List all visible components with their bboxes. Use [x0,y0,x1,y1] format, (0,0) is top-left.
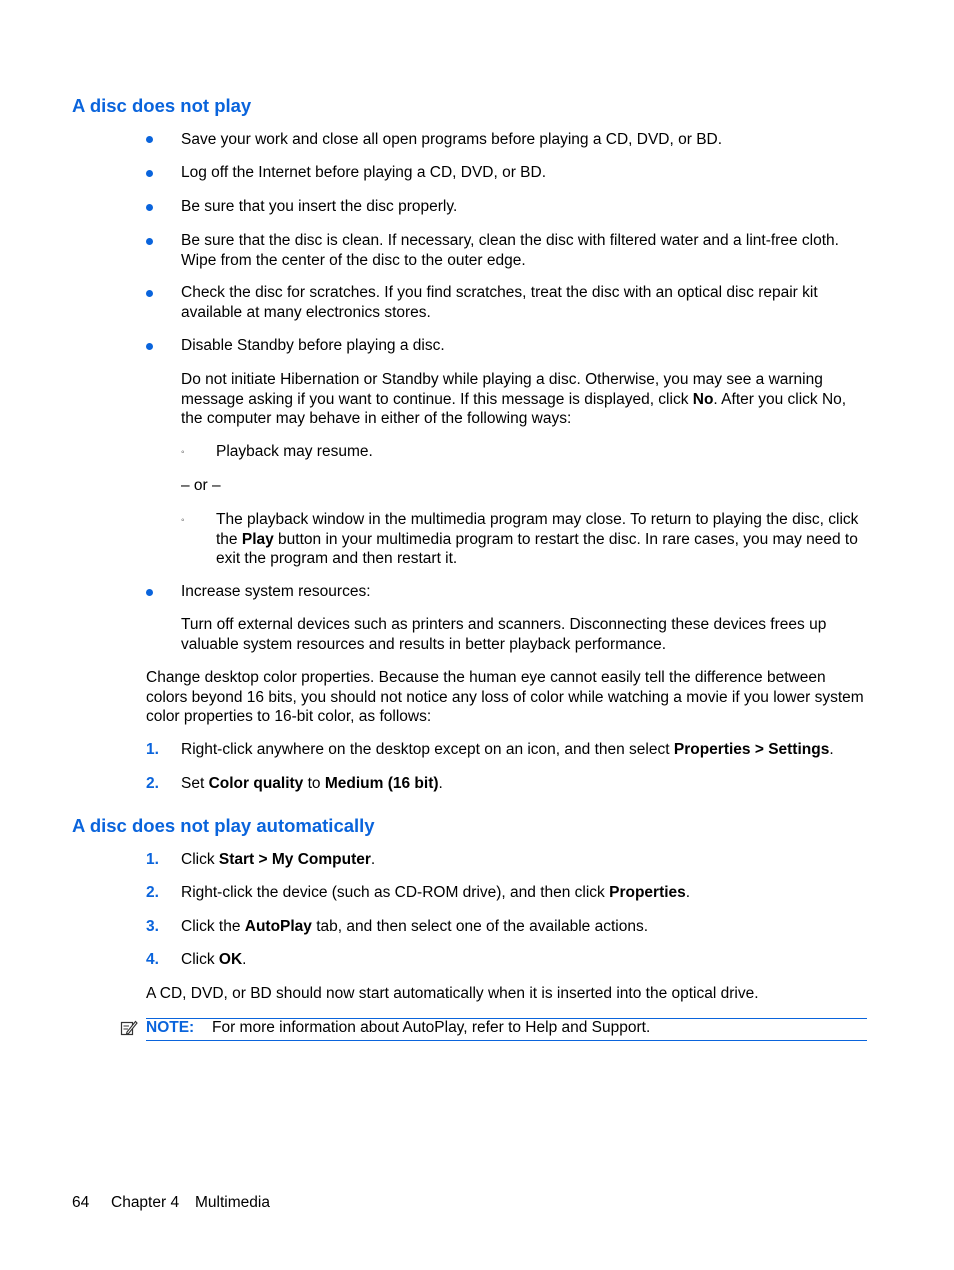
standby-paragraph: Do not initiate Hibernation or Standby while playing a disc. Otherwise, you may see a warning message asking if you want to continue. If this message is displayed, click No. After you click No, the computer may behave in either of the following ways: [181,371,847,427]
bullet-icon [146,238,153,245]
sub-list-item: The playback window in the multimedia program may close. To return to playing the disc, click the Play button in your multimedia program to restart the disc. In rare cases, you may need to exit the program and then restart it. [216,511,859,567]
list-item: Be sure that you insert the disc properly. [181,198,458,215]
bullet-icon [146,136,153,143]
page-number: 64 [72,1194,90,1211]
list-item: Check the disc for scratches. If you find scratches, treat the disc with an optical disc repair kit available at many electronics stores. [181,284,818,321]
step-text: Click OK. [181,951,247,968]
step-number: 2. [146,884,159,901]
list-item: Increase system resources: [181,583,371,600]
bullet-icon [146,170,153,177]
note-bottom-rule [146,1040,867,1041]
resources-paragraph: Turn off external devices such as printers and scanners. Disconnecting these devices frees up valuable system resources and results in better playback performance. [181,616,827,653]
step-text: Click the AutoPlay tab, and then select one of the available actions. [181,918,649,935]
note-text: For more information about AutoPlay, refer to Help and Support. [212,1019,651,1036]
bullet-icon [146,204,153,211]
color-paragraph: Change desktop color properties. Because the human eye cannot easily tell the difference between colors beyond 16 bits, you should not notice any loss of color while watching a movie if you lower system color properties to 16-bit color, as follows: [146,669,864,725]
bullet-icon [146,290,153,297]
list-item: Log off the Internet before playing a CD, DVD, or BD. [181,164,547,181]
note-pencil-icon [120,1019,138,1037]
step-number: 4. [146,951,159,968]
step-number: 1. [146,851,159,868]
section-heading-disc-not-play: A disc does not play [72,95,252,116]
step-number: 2. [146,775,159,792]
footer-title: Multimedia [195,1194,270,1211]
sub-bullet-icon: ◦ [181,515,185,526]
step-text: Set Color quality to Medium (16 bit). [181,775,443,792]
autoplay-result-paragraph: A CD, DVD, or BD should now start automatically when it is inserted into the optical drive. [146,985,759,1002]
sub-bullet-icon: ◦ [181,447,185,458]
step-text: Right-click the device (such as CD-ROM drive), and then click Properties. [181,884,691,901]
section-heading-disc-not-play-automatically: A disc does not play automatically [72,815,375,836]
bullet-icon [146,343,153,350]
step-text: Right-click anywhere on the desktop except on an icon, and then select Properties > Settings. [181,741,834,758]
list-item: Be sure that the disc is clean. If necessary, clean the disc with filtered water and a lint-free cloth. Wipe from the center of the disc to the outer edge. [181,232,839,269]
step-text: Click Start > My Computer. [181,851,376,868]
note-label: NOTE: [146,1019,195,1036]
or-separator: – or – [181,477,221,494]
sub-list-item: Playback may resume. [216,443,373,460]
footer-chapter: Chapter 4 [111,1194,180,1211]
list-item: Save your work and close all open programs before playing a CD, DVD, or BD. [181,131,723,148]
bullet-icon [146,589,153,596]
step-number: 3. [146,918,159,935]
list-item: Disable Standby before playing a disc. [181,337,445,354]
step-number: 1. [146,741,159,758]
